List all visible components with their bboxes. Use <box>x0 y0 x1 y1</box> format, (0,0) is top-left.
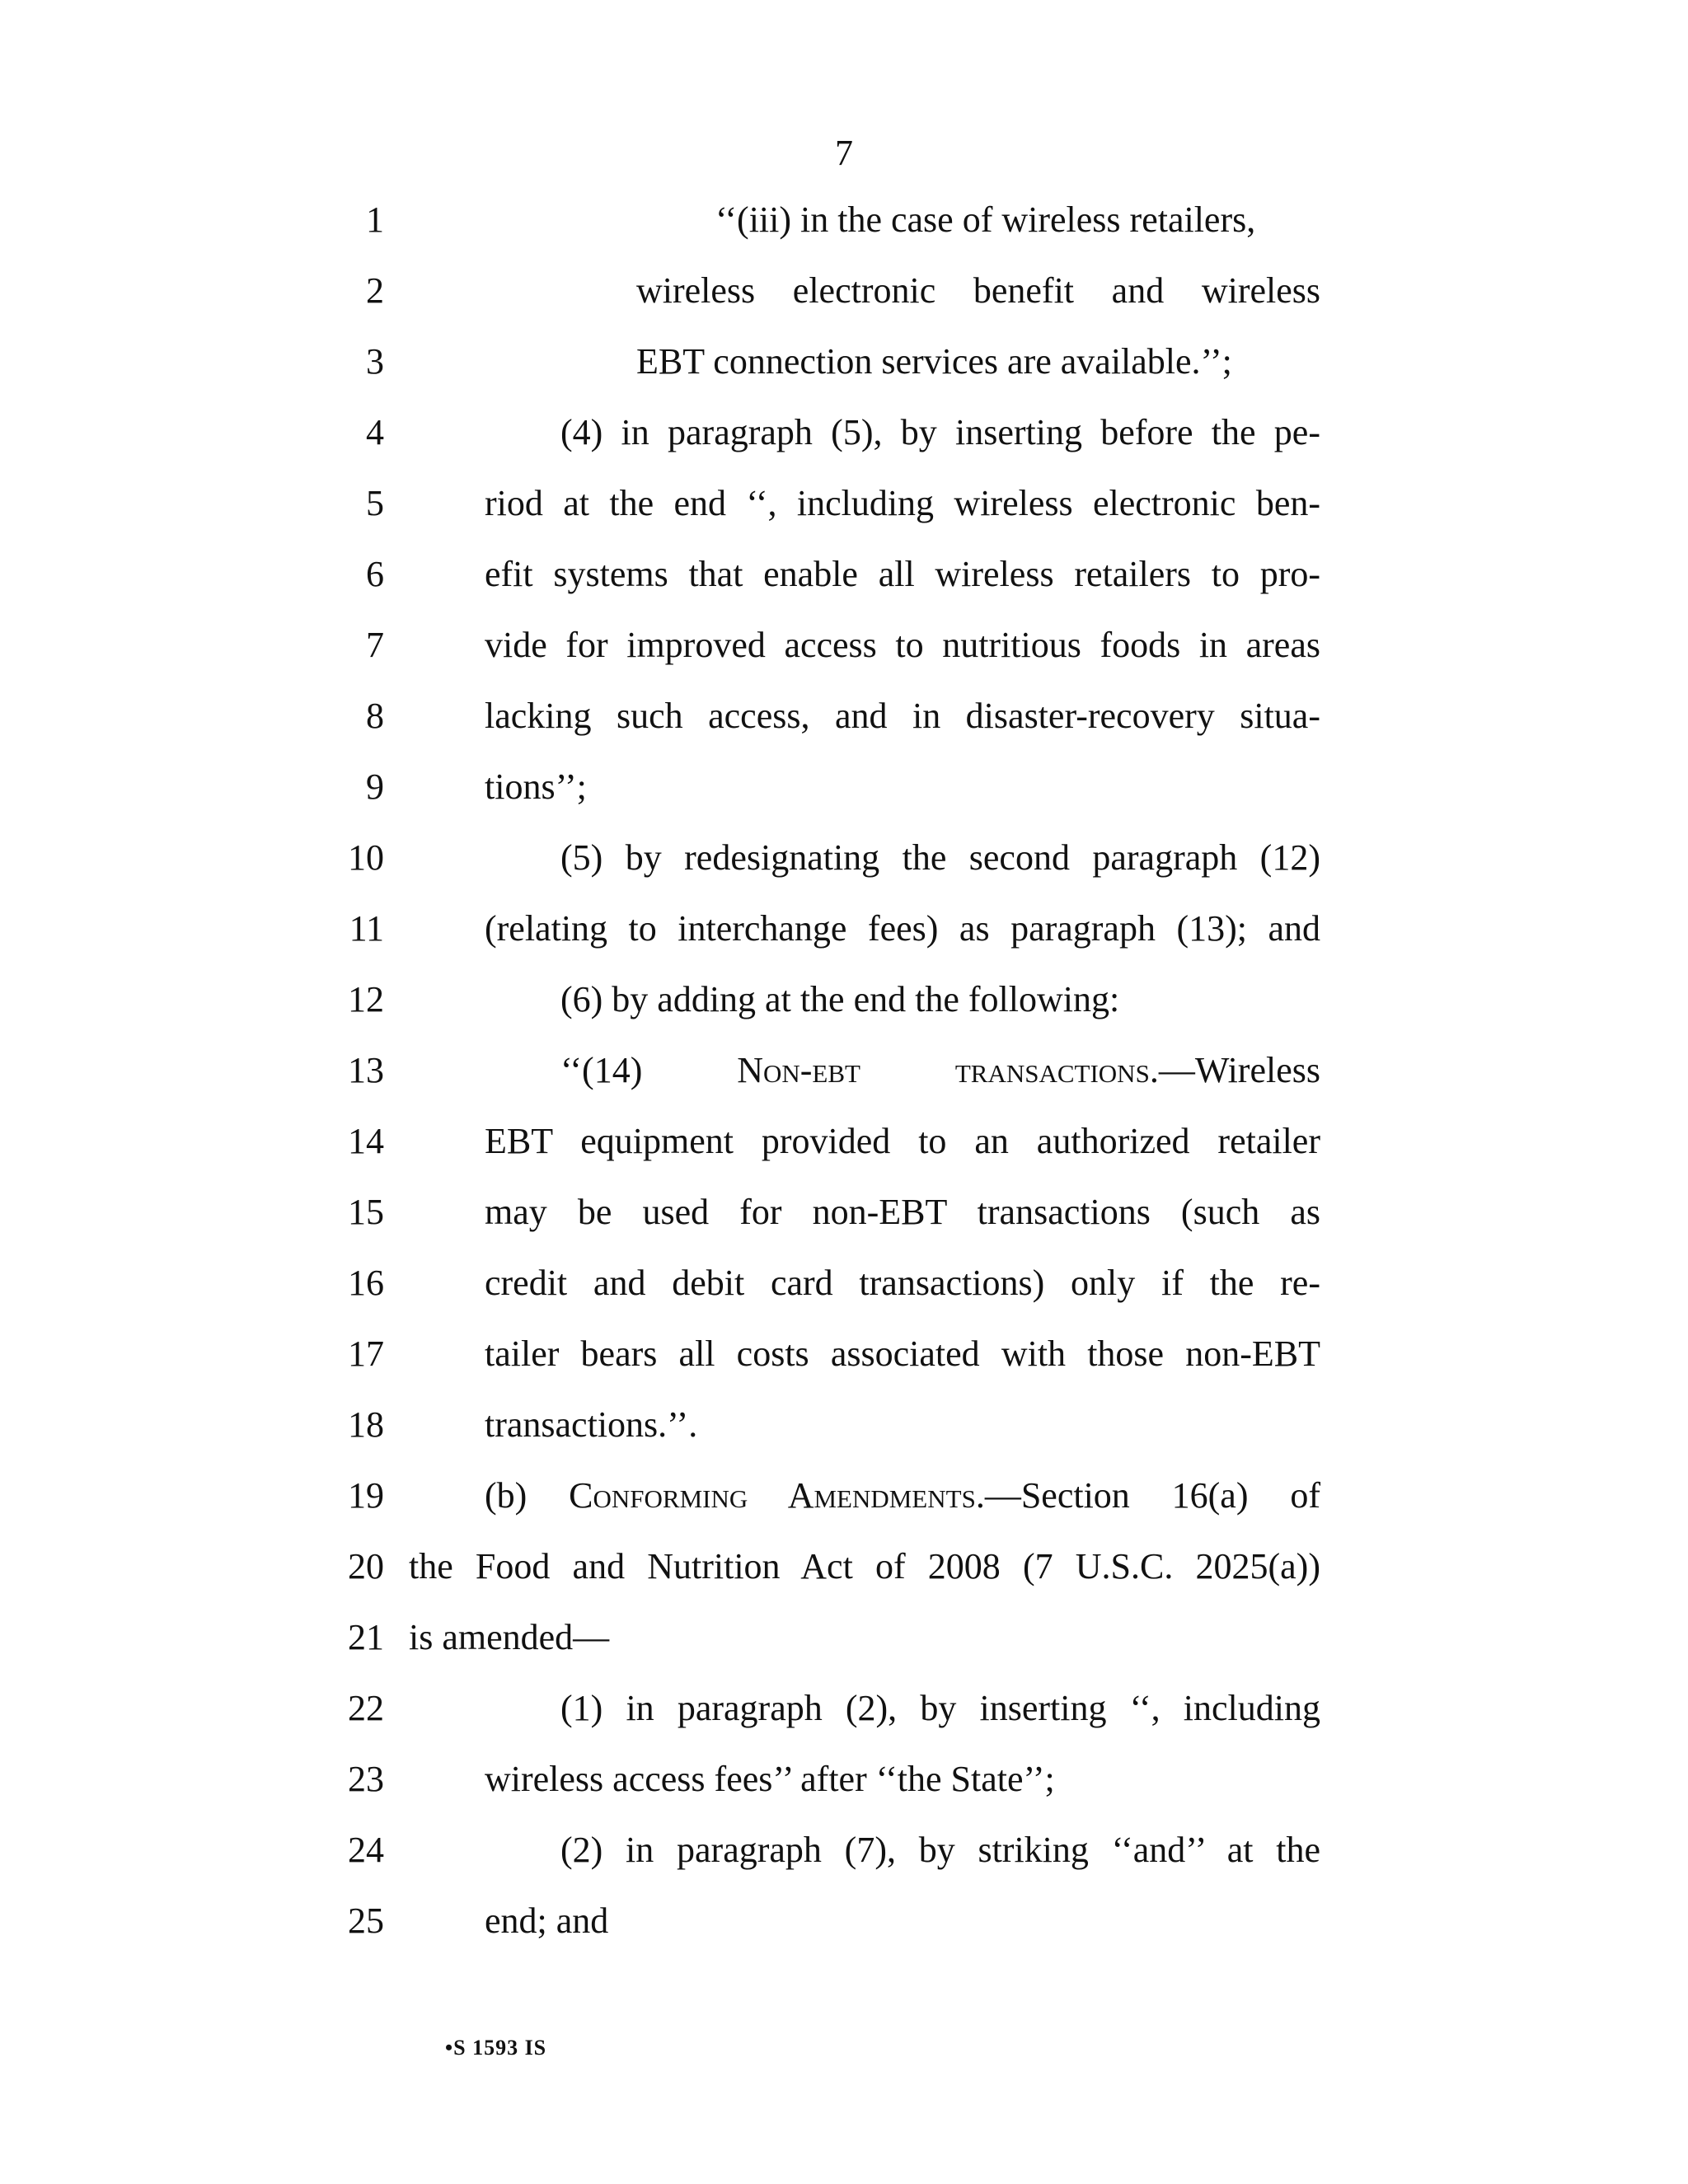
line-number: 19 <box>348 1475 384 1516</box>
line-text: wireless electronic benefit and wireless <box>636 270 1320 311</box>
line-7 <box>0 610 1688 681</box>
line-text: (5) by redesignating the second paragraph (12) <box>560 837 1320 878</box>
line-21 <box>0 1602 1688 1673</box>
line-19 <box>0 1460 1688 1531</box>
line-number: 1 <box>366 199 384 240</box>
line-number: 25 <box>348 1900 384 1941</box>
line-number: 17 <box>348 1333 384 1374</box>
line-text: the Food and Nutrition Act of 2008 (7 U.S.C. 2025(a)) <box>409 1546 1320 1586</box>
line-text: is amended— <box>409 1617 610 1657</box>
line-4 <box>0 397 1688 468</box>
line-number: 8 <box>366 696 384 736</box>
line-number: 6 <box>366 554 384 594</box>
line-number: 18 <box>348 1404 384 1445</box>
line-text: ‘‘(iii) in the case of wireless retailers, <box>715 199 1256 240</box>
paragraph-label: ‘‘(14) <box>560 1050 643 1090</box>
line-text: lacking such access, and in disaster-recovery situa- <box>485 696 1320 736</box>
line-24 <box>0 1815 1688 1886</box>
line-number: 23 <box>348 1759 384 1799</box>
line-number: 4 <box>366 412 384 452</box>
line-11 <box>0 893 1688 964</box>
line-15 <box>0 1177 1688 1248</box>
line-text: (2) in paragraph (7), by striking ‘‘and’’ at the <box>560 1830 1320 1870</box>
line-number: 10 <box>348 837 384 878</box>
line-number: 22 <box>348 1688 384 1728</box>
line-text: wireless access fees’’ after ‘‘the State’’; <box>485 1759 1055 1799</box>
line-text: may be used for non-EBT transactions (such as <box>485 1192 1320 1232</box>
line-text: (6) by adding at the end the following: <box>560 979 1120 1019</box>
heading-continuation: .—Wireless <box>1149 1050 1320 1090</box>
subsection-label: (b) <box>485 1475 528 1516</box>
line-text: EBT connection services are available.’’; <box>636 341 1232 382</box>
line-number: 13 <box>348 1050 384 1090</box>
line-number: 7 <box>366 625 384 665</box>
line-number: 12 <box>348 979 384 1019</box>
line-number: 15 <box>348 1192 384 1232</box>
line-text <box>560 1035 1320 1106</box>
line-8 <box>0 681 1688 752</box>
line-number: 21 <box>348 1617 384 1657</box>
line-16 <box>0 1248 1688 1319</box>
line-number: 3 <box>366 341 384 382</box>
line-17 <box>0 1319 1688 1390</box>
line-25 <box>0 1886 1688 1957</box>
line-number: 14 <box>348 1121 384 1161</box>
heading-continuation: .—Section 16(a) of <box>975 1475 1320 1516</box>
line-3 <box>0 326 1688 397</box>
line-text: (relating to interchange fees) as paragraph (13); and <box>485 908 1320 949</box>
page-number: 7 <box>835 133 853 173</box>
line-14 <box>0 1106 1688 1177</box>
line-6 <box>0 539 1688 610</box>
line-text: EBT equipment provided to an authorized retailer <box>485 1121 1320 1161</box>
line-number: 20 <box>348 1546 384 1586</box>
line-number: 2 <box>366 270 384 311</box>
line-number: 5 <box>366 483 384 523</box>
line-text: efit systems that enable all wireless retailers to pro- <box>485 554 1320 594</box>
line-20 <box>0 1531 1688 1602</box>
line-12 <box>0 964 1688 1035</box>
line-10 <box>0 823 1688 893</box>
line-1 <box>0 185 1688 255</box>
line-text: end; and <box>485 1900 609 1941</box>
line-18 <box>0 1390 1688 1460</box>
line-number: 9 <box>366 766 384 807</box>
line-5 <box>0 468 1688 539</box>
line-text: transactions.’’. <box>485 1404 698 1445</box>
line-text: tailer bears all costs associated with those non-EBT <box>485 1333 1320 1374</box>
line-13 <box>0 1035 1688 1106</box>
line-text: (4) in paragraph (5), by inserting before the pe- <box>560 412 1320 452</box>
line-text: tions’’; <box>485 766 587 807</box>
line-text <box>485 1460 1320 1531</box>
line-text: vide for improved access to nutritious foods in areas <box>485 625 1320 665</box>
line-number: 16 <box>348 1263 384 1303</box>
line-number: 11 <box>349 908 384 949</box>
section-heading: Conforming Amendments <box>569 1475 976 1516</box>
line-9 <box>0 752 1688 823</box>
line-23 <box>0 1744 1688 1815</box>
line-2 <box>0 255 1688 326</box>
line-22 <box>0 1673 1688 1744</box>
line-text: credit and debit card transactions) only if the re- <box>485 1263 1320 1303</box>
line-text: riod at the end ‘‘, including wireless electronic ben- <box>485 483 1320 523</box>
section-heading: Non-ebt transactions <box>737 1050 1150 1090</box>
bill-identifier: •S 1593 IS <box>445 2036 547 2060</box>
line-text: (1) in paragraph (2), by inserting ‘‘, including <box>560 1688 1320 1728</box>
line-number: 24 <box>348 1830 384 1870</box>
